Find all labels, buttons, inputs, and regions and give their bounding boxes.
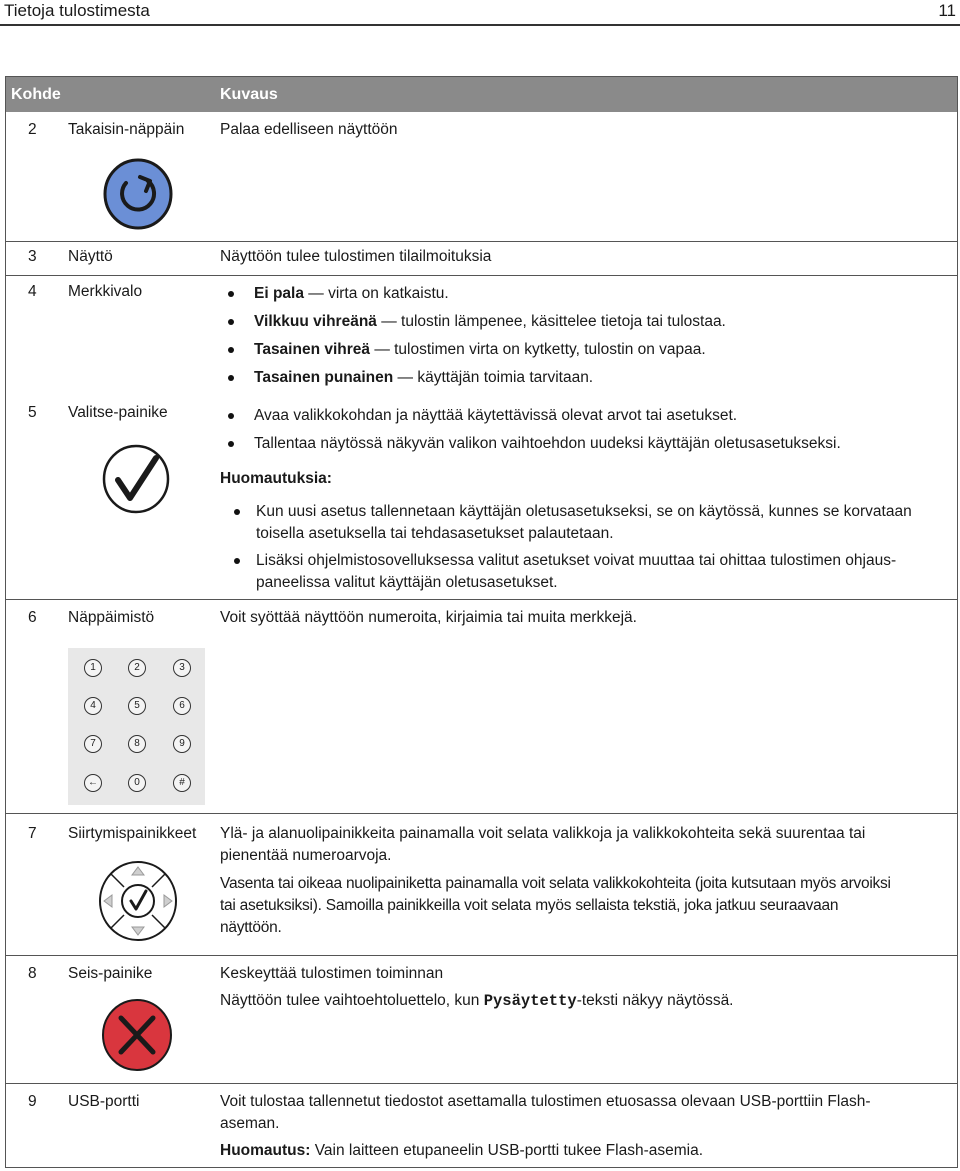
row-item: Takaisin-näppäin	[68, 121, 185, 138]
row-description: Näyttöön tulee tulostimen tilailmoituksia	[220, 248, 492, 265]
row-number: 7	[28, 825, 37, 842]
row-item: Näppäimistö	[68, 609, 155, 626]
list-item: Kun uusi asetus tallennetaan käyttäjän oletusasetukseksi, se on käytössä, kunnes se korvataan toisella asetuksella tai tehdasasetukset palautetaan.	[234, 501, 949, 545]
page-title: Tietoja tulostimesta	[4, 1, 150, 20]
stop-x-icon	[101, 998, 173, 1072]
row-item: Seis-painike	[68, 965, 153, 982]
row-description: Palaa edelliseen näyttöön	[220, 121, 398, 138]
row-number: 6	[28, 609, 37, 626]
key-8: 8	[128, 735, 146, 753]
row-number: 2	[28, 121, 37, 138]
row-note: Huomautus: Vain laitteen etupaneelin USB-portti tukee Flash-asemia.	[220, 1142, 704, 1159]
row-description: Ylä- ja alanuolipainikkeita painamalla voit selata valikkoja ja valikkokohteita sekä suurentaa tai pienentää numeroarvoja.	[220, 825, 866, 864]
row-item: Siirtymispainikkeet	[68, 825, 197, 842]
row-description: Keskeyttää tulostimen toiminnan	[220, 965, 444, 982]
list-item: Lisäksi ohjelmistosovelluksessa valitut asetukset voivat muuttaa tai ohittaa tulostimen ohjaus- paneelissa valitut käyttäjän oletusasetukset.	[234, 550, 949, 594]
note-label: Huomautuksia:	[220, 470, 332, 487]
table-header	[6, 77, 957, 112]
row-item: USB-portti	[68, 1093, 140, 1110]
row-description-2: Näyttöön tulee vaihtoehtoluettelo, kun Pysäytetty-teksti näkyy näytössä.	[220, 992, 734, 1010]
key-5: 5	[128, 697, 146, 715]
checkmark-icon	[102, 444, 170, 514]
key-9: 9	[173, 735, 191, 753]
row-number: 8	[28, 965, 37, 982]
column-header-description: Kuvaus	[220, 86, 278, 103]
keypad-illustration	[68, 648, 205, 805]
row-item: Näyttö	[68, 248, 113, 265]
back-arrow-icon	[102, 157, 174, 231]
page-number: 11	[938, 1, 956, 20]
key-1: 1	[84, 659, 102, 677]
row-description: Voit tulostaa tallennetut tiedostot asettamalla tulostimen etuosassa olevaan USB-porttiin Flash- aseman.	[220, 1093, 871, 1132]
row-item: Valitse-painike	[68, 404, 168, 421]
row-number: 3	[28, 248, 37, 265]
column-header-item: Kohde	[11, 86, 61, 103]
navigation-buttons-icon	[98, 860, 178, 942]
description-table: Kohde Kuvaus 2 Takaisin-näppäin Palaa edelliseen näyttöön 3 Näyttö Näyttöön tulee tulostimen tilailmoituksia 4 Merkkivalo Ei pala — virta on katkaistu. Vilkkuu vihreänä — tulostin lämpenee, käsittelee tietoja tai tulostaa. Tasainen vihreä — tulostimen virta on kytketty, tulostin on vapaa. Tasainen punainen — käyttäjän toimia tarvitaan. 5 Valitse-painike Avaa valikkokohdan ja näyttää käytettävissä olevat arvot tai asetukset. Tallentaa näytössä näkyvän valikon vaihtoehdon uudeksi käyttäjän oletusasetukseksi. Huomautuksia: Kun uusi asetus tallennetaan käyttäjän oletusasetukseksi, se on käytössä, kunnes se korvataan toisella asetuksella tai tehdasasetukset palautetaan. Lisäksi ohjelmistosovelluksessa valitut asetukset voivat muuttaa tai ohittaa tulostimen ohjaus- paneelissa valitut käyttäjän oletusasetukset. 6 Näppäimistö Voit syöttää näyttöön numeroita, kirjaimia tai muita merkkejä. 1 2 3 4 5 6 7 8 9 ← 0 # 7 Siirtymispainikkeet Ylä- ja alanuolipainikkeita painamalla voit selata valikkoja ja valikkokohteita sekä suurentaa tai pienentää numeroarvoja. Vasenta tai oikeaa nuolipainiketta painamalla voit selata valikkokohteita (joita kutsutaan myös arvoiksi tai asetuksiksi). Samoilla painikkeilla voit selata myös sellaista tekstiä, joka jatkuu seuraavaan näyttöön. 8 Seis-painike Keskeyttää tulostimen toiminnan Näyttöön tulee vaihtoehtoluettelo, kun Pysäytetty-teksti näkyy näytössä. 9 USB-portti Voit tulostaa tallennetut tiedostot asettamalla tulostimen etuosassa olevaan USB-porttiin Flash- aseman. Huomautus: Vain laitteen etupaneelin USB-portti tukee Flash-asemia.	[5, 76, 958, 1168]
key-7: 7	[84, 735, 102, 753]
row-description: Voit syöttää näyttöön numeroita, kirjaimia tai muita merkkejä.	[220, 609, 637, 626]
key-0: 0	[128, 774, 146, 792]
key-2: 2	[128, 659, 146, 677]
key-3: 3	[173, 659, 191, 677]
row-number: 4	[28, 283, 37, 300]
key-6: 6	[173, 697, 191, 715]
key-4: 4	[84, 697, 102, 715]
row-description-2: Vasenta tai oikeaa nuolipainiketta painamalla voit selata valikkokohteita (joita kutsutaan myös arvoiksi tai asetuksiksi). Samoilla painikkeilla voit selata myös sellaista tekstiä, joka jatkuu seuraavaan näyttöön.	[220, 875, 891, 936]
row-number: 5	[28, 404, 37, 421]
row-item: Merkkivalo	[68, 283, 143, 300]
key-backspace: ←	[84, 774, 102, 792]
key-hash: #	[173, 774, 191, 792]
row-number: 9	[28, 1093, 37, 1110]
page-header	[0, 0, 960, 26]
